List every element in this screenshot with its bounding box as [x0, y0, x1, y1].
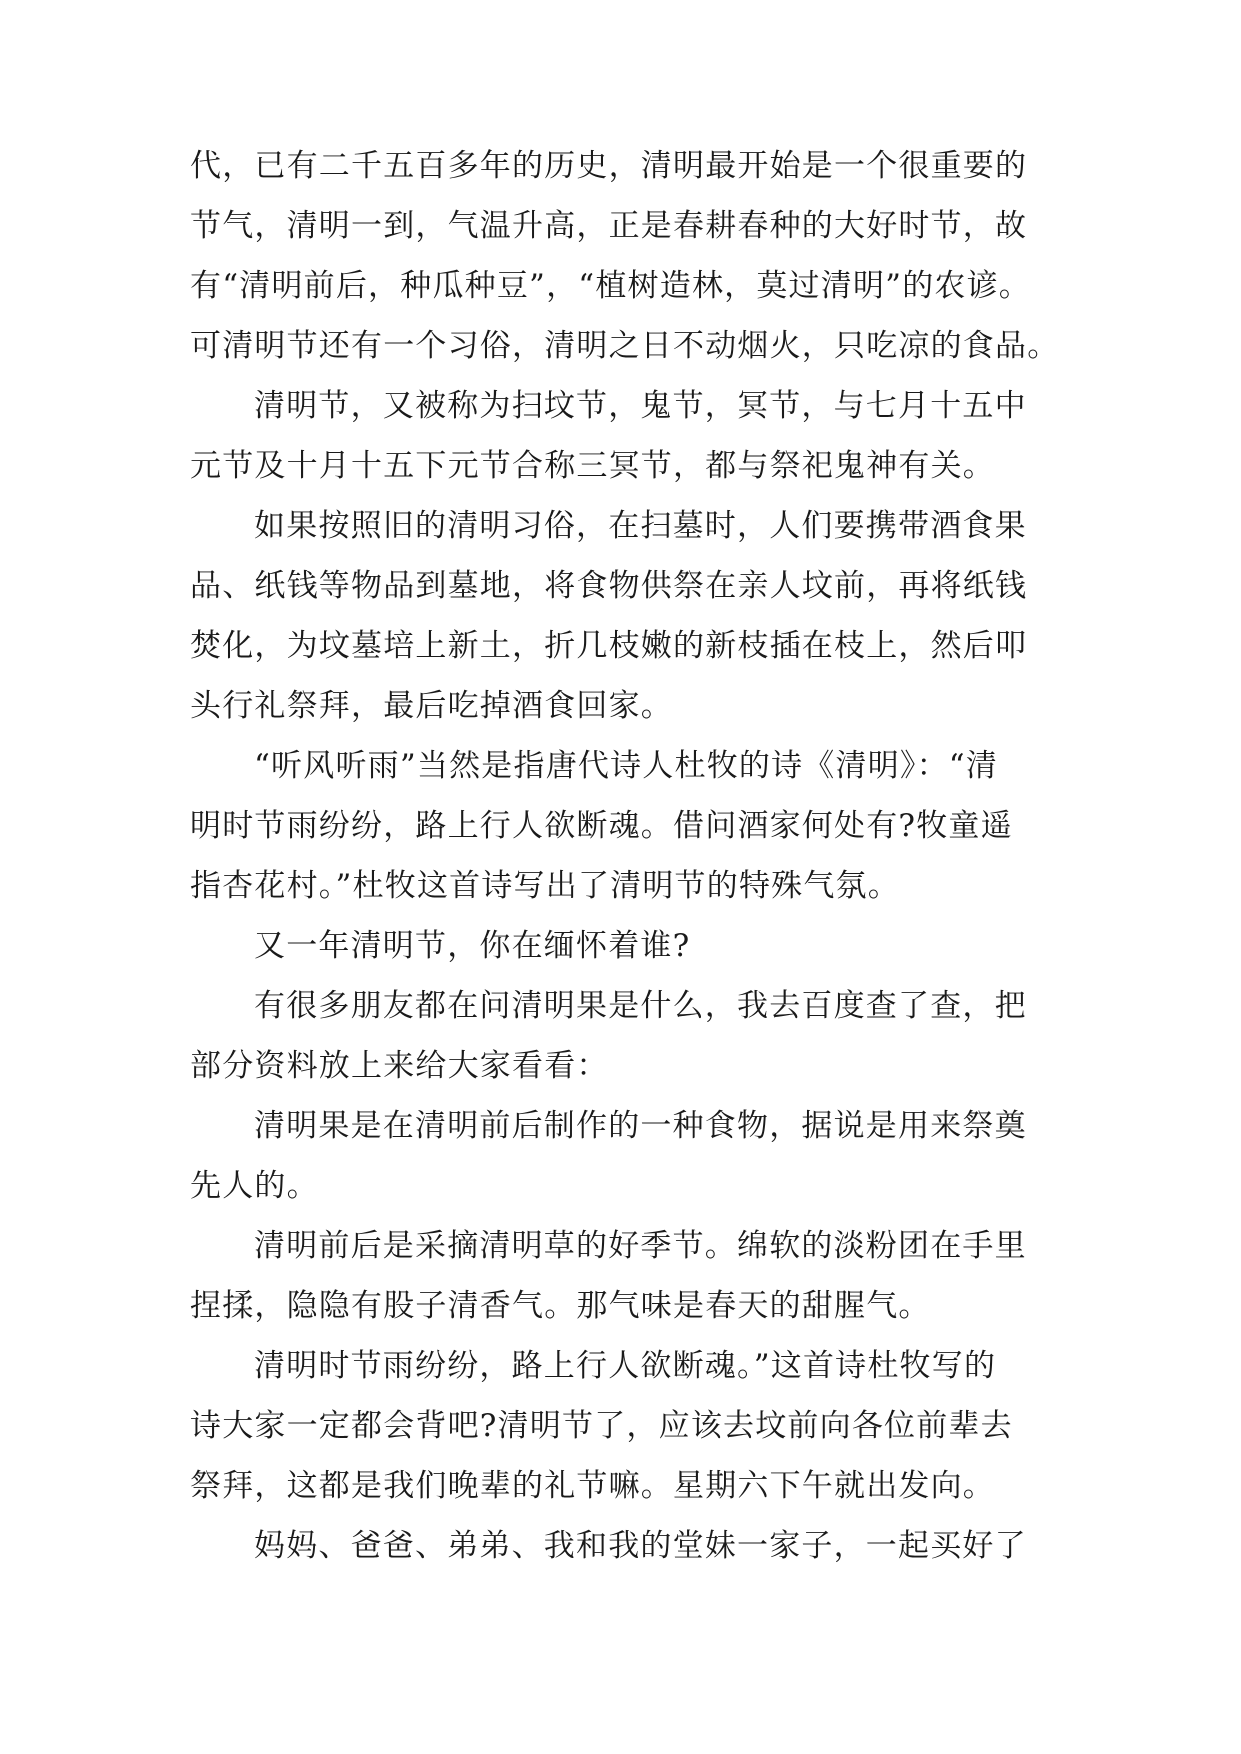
paragraph-start-line: 如果按照旧的清明习俗，在扫墓时，人们要携带酒食果	[254, 508, 1027, 544]
text-line: 节气，清明一到，气温升高，正是春耕春种的大好时节，故	[190, 208, 1028, 244]
text-line: 有“清明前后，种瓜种豆”，“植树造林，莫过清明”的农谚。	[190, 268, 1031, 304]
text-line: 品、纸钱等物品到墓地，将食物供祭在亲人坟前，再将纸钱	[190, 568, 1028, 604]
text-line: 代，已有二千五百多年的历史，清明最开始是一个很重要的	[190, 148, 1028, 184]
text-line: 先人的。	[190, 1168, 319, 1204]
text-line: 明时节雨纷纷，路上行人欲断魂。借问酒家何处有?牧童遥	[190, 808, 1013, 844]
paragraph-start-line: 清明果是在清明前后制作的一种食物，据说是用来祭奠	[254, 1108, 1027, 1144]
text-line: 指杏花村。”杜牧这首诗写出了清明节的特殊气氛。	[190, 868, 900, 904]
paragraph-start-line: 清明节，又被称为扫坟节，鬼节，冥节，与七月十五中	[254, 388, 1027, 424]
paragraph-start-line: 妈妈、爸爸、弟弟、我和我的堂妹一家子，一起买好了	[254, 1528, 1027, 1564]
text-line: 元节及十月十五下元节合称三冥节，都与祭祀鬼神有关。	[190, 448, 995, 484]
paragraph-start-line: 有很多朋友都在问清明果是什么，我去百度查了查，把	[254, 988, 1027, 1024]
text-line: 头行礼祭拜，最后吃掉酒食回家。	[190, 688, 673, 724]
text-line: 捏揉，隐隐有股子清香气。那气味是春天的甜腥气。	[190, 1288, 931, 1324]
text-line: 祭拜，这都是我们晚辈的礼节嘛。星期六下午就出发向。	[190, 1468, 995, 1504]
paragraph-start-line: “听风听雨”当然是指唐代诗人杜牧的诗《清明》：“清	[254, 748, 999, 784]
text-line: 可清明节还有一个习俗，清明之日不动烟火，只吃凉的食品。	[190, 328, 1060, 364]
paragraph-start-line: 清明前后是采摘清明草的好季节。绵软的淡粉团在手里	[254, 1228, 1027, 1264]
paragraph-start-line: 清明时节雨纷纷，路上行人欲断魂。”这首诗杜牧写的	[254, 1348, 997, 1384]
text-line: 焚化，为坟墓培上新土，折几枝嫩的新枝插在枝上，然后叩	[190, 628, 1028, 664]
text-line: 诗大家一定都会背吧?清明节了，应该去坟前向各位前辈去	[190, 1408, 1013, 1444]
paragraph-start-line: 又一年清明节，你在缅怀着谁?	[254, 928, 691, 964]
text-line: 部分资料放上来给大家看看：	[190, 1048, 609, 1084]
